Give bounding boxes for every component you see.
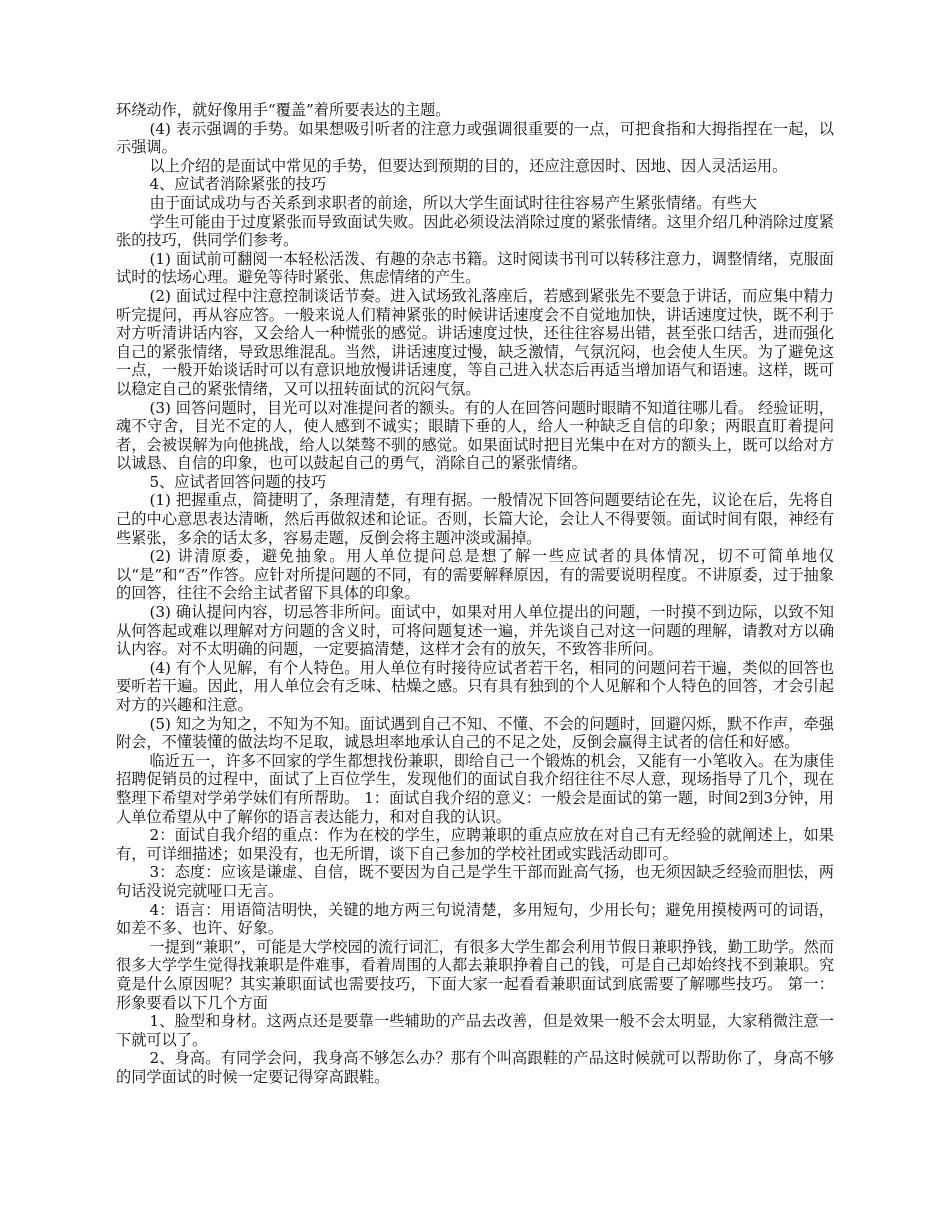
paragraph: 一提到“兼职”，可能是大学校园的流行词汇，有很多大学生都会利用节假日兼职挣钱，勤工助学。然而很多大学学生觉得找兼职是件难事，看着周围的人都去兼职挣着自己的钱，可是自己却始终找不到兼职。究竟是什么原因呢？其实兼职面试也需要技巧，下面大家一起看看兼职面试到底需要了解哪些技巧。 第一：形象要看以下几个方面: [116, 937, 834, 1012]
paragraph: 2：面试自我介绍的重点：作为在校的学生，应聘兼职的重点应放在对自己有无经验的就阐述上，如果有，可详细描述；如果没有，也无所谓，谈下自己参加的学校社团或实践活动即可。: [116, 826, 834, 863]
paragraph: 环绕动作，就好像用手“覆盖”着所要表达的主题。: [116, 101, 451, 119]
paragraph: (5) 知之为知之，不知为不知。面试遇到自己不知、不懂、不会的问题时，回避闪烁，默不作声，牵强附会，不懂装懂的做法均不足取，诚恳坦率地承认自己的不足之处，反倒会赢得主试者的信任和好感。: [116, 714, 834, 752]
document-body: [116, 101, 834, 1086]
paragraph: (3) 回答问题时，目光可以对准提问者的额头。有的人在回答问题时眼睛不知道往哪儿看。 经验证明，魂不守舍，目光不定的人，使人感到不诚实；眼睛下垂的人，给人一种缺乏自信的印象；两眼直盯着提问者，会被误解为向他挑战，给人以桀骜不驯的感觉。如果面试时把目光集中在对方的额头上，既可以给对方以诚恳、自信的印象，也可以鼓起自己的勇气，消除自己的紧张情绪。: [116, 398, 834, 473]
paragraph: (4) 表示强调的手势。如果想吸引听者的注意力或强调很重要的一点，可把食指和大拇指捏在一起，以示强调。: [116, 119, 834, 157]
paragraph: (1) 面试前可翻阅一本轻松活泼、有趣的杂志书籍。这时阅读书刊可以转移注意力，调整情绪，克服面试时的怯场心理。避免等待时紧张、焦虑情绪的产生。: [116, 249, 834, 287]
paragraph: 临近五一，许多不回家的学生都想找份兼职，即给自己一个锻炼的机会，又能有一小笔收入。在为康佳招聘促销员的过程中，面试了上百位学生，发现他们的面试自我介绍往往不尽人意，现场指导了几个，现在整理下希望对学弟学妹们有所帮助。 1：面试自我介绍的意义：一般会是面试的第一题，时间2到3分钟，用人单位希望从中了解你的语言表达能力，和对自我的认识。: [116, 751, 834, 826]
paragraph: 2、身高。有同学会问，我身高不够怎么办？那有个叫高跟鞋的产品这时候就可以帮助你了，身高不够的同学面试的时候一定要记得穿高跟鞋。: [116, 1049, 834, 1086]
paragraph: 由于面试成功与否关系到求职者的前途，所以大学生面试时往往容易产生紧张情绪。有些大: [149, 193, 757, 212]
paragraph: 3：态度：应该是谦虚、自信，既不要因为自己是学生干部而趾高气扬，也无须因缺乏经验而胆怯，两句话没说完就哑口无言。: [116, 863, 834, 900]
paragraph: 以上介绍的是面试中常见的手势，但要达到预期的目的，还应注意因时、因地、因人灵活运用。: [149, 156, 788, 175]
paragraph: (2) 讲清原委，避免抽象。用人单位提问总是想了解一些应试者的具体情况，切不可简单地仅以“是”和“否”作答。应针对所提问题的不同，有的需要解释原因，有的需要说明程度。不讲原委，过于抽象的回答，往往不会给主试者留下具体的印象。: [116, 547, 834, 603]
paragraph: 4：语言：用语简洁明快，关键的地方两三句说清楚，多用短句，少用长句；避免用摸棱两可的词语，如差不多、也许、好象。: [116, 900, 834, 938]
paragraph: (2) 面试过程中注意控制谈话节奏。进入试场致礼落座后，若感到紧张先不要急于讲话，而应集中精力听完提问，再从容应答。一般来说人们精神紧张的时候讲话速度会不自觉地加快，讲话速度过快，既不利于对方听清讲话内容，又会给人一种慌张的感觉。讲话速度过快，还往往容易出错，甚至张口结舌，进而强化自己的紧张情绪，导致思维混乱。当然，讲话速度过慢，缺乏激情，气氛沉闷，也会使人生厌。为了避免这一点，一般开始谈话时可以有意识地放慢讲话速度，等自己进入状态后再适当增加语气和语速。这样，既可以稳定自己的紧张情绪，又可以扭转面试的沉闷气氛。: [116, 286, 834, 398]
section-heading: 4、应试者消除紧张的技巧: [149, 175, 327, 194]
paragraph: (1) 把握重点，简捷明了，条理清楚，有理有据。一般情况下回答问题要结论在先，议论在后，先将自己的中心意思表达清晰，然后再做叙述和论证。否则，长篇大论，会让人不得要领。面试时间有限，神经有些紧张，多余的话太多，容易走题，反倒会将主题冲淡或漏掉。: [116, 491, 834, 547]
paragraph: (4) 有个人见解，有个人特色。用人单位有时接待应试者若干名，相同的问题问若干遍，类似的回答也要听若干遍。因此，用人单位会有乏味、枯燥之感。只有具有独到的个人见解和个人特色的回答，才会引起对方的兴趣和注意。: [116, 658, 834, 714]
paragraph: 学生可能由于过度紧张而导致面试失败。因此必须设法消除过度的紧张情绪。这里介绍几种消除过度紧张的技巧，供同学们参考。: [116, 212, 834, 250]
paragraph: 1、脸型和身材。这两点还是要靠一些辅助的产品去改善，但是效果一般不会太明显，大家稍微注意一下就可以了。: [116, 1012, 834, 1049]
paragraph: (3) 确认提问内容，切忌答非所问。面试中，如果对用人单位提出的问题，一时摸不到边际，以致不知从何答起或难以理解对方问题的含义时，可将问题复述一遍，并先谈自己对这一问题的理解，请教对方以确认内容。对不太明确的问题，一定要搞清楚，这样才会有的放矢，不致答非所问。: [116, 603, 834, 659]
section-heading: 5、应试者回答问题的技巧: [149, 472, 327, 491]
